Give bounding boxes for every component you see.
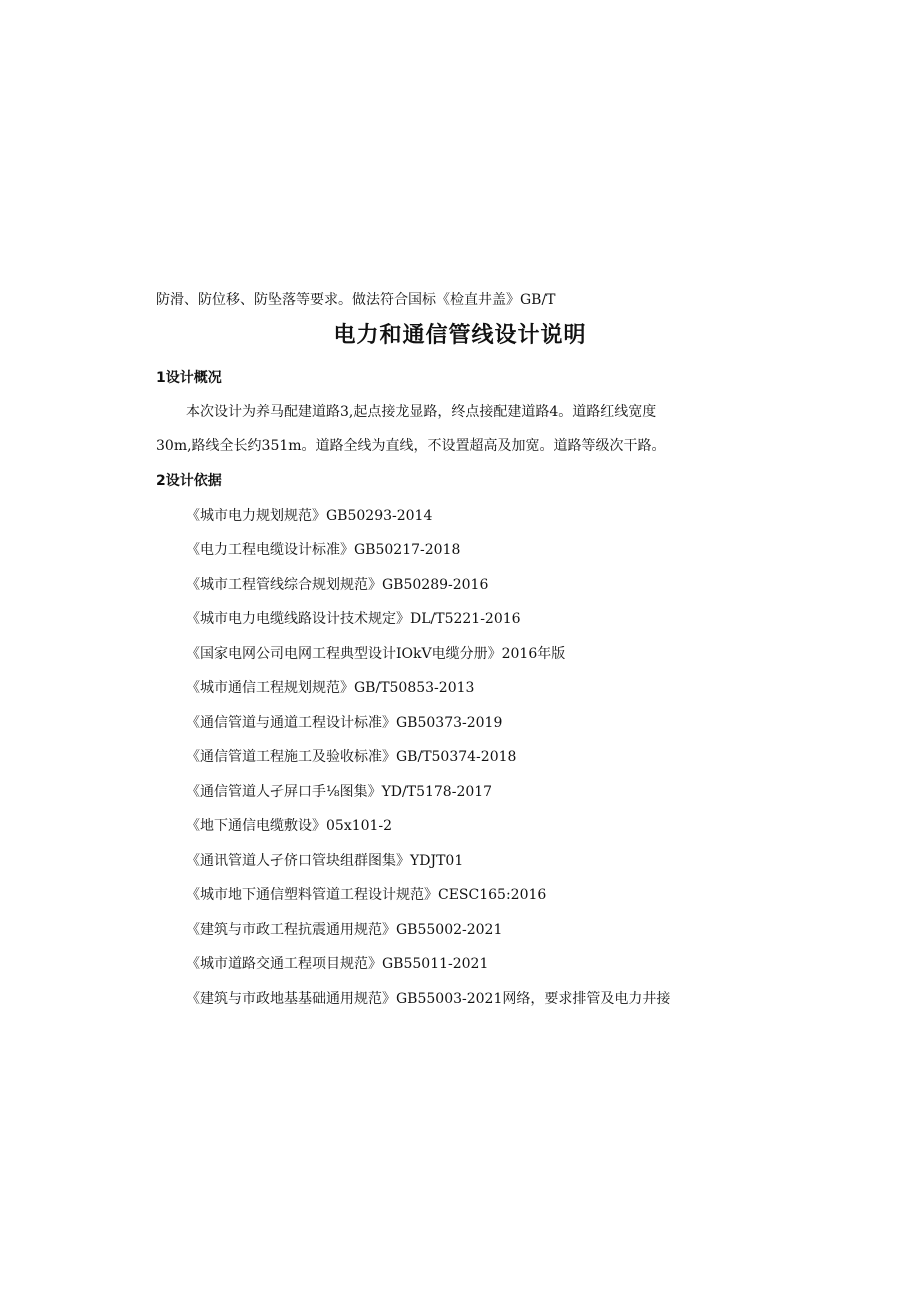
reference-item: 《城市电力电缆线路设计技术规定》DL/T5221-2016 — [186, 611, 521, 627]
reference-item: 《通信管道与通道工程设计标准》GB50373-2019 — [186, 715, 503, 731]
reference-item: 《建筑与市政地基基础通用规范》GB55003-2021网络，要求排管及电力井接 — [186, 991, 671, 1007]
reference-item: 《通信管道人孑屏口手⅛图集》YD/T5178-2017 — [186, 784, 493, 800]
document-title: 电力和通信管线设计说明 — [333, 323, 587, 348]
reference-item: 《城市道路交通工程项目规范》GB55011-2021 — [186, 956, 489, 972]
reference-item: 《城市工程管线综合规划规范》GB50289-2016 — [186, 577, 489, 593]
reference-item: 《通讯管道人孑侪口管块组群图集》YDJT01 — [186, 853, 464, 869]
section-heading-basis: 2设计依据 — [156, 473, 222, 489]
reference-item: 《国家电网公司电网工程典型设计IOkV电缆分册》2016年版 — [186, 646, 566, 662]
reference-item: 《建筑与市政工程抗震通用规范》GB55002-2021 — [186, 922, 503, 938]
section-heading-overview: 1设计概况 — [156, 370, 222, 386]
reference-item: 《城市通信工程规划规范》GB/T50853-2013 — [186, 680, 475, 696]
reference-item: 《城市地下通信塑料管道工程设计规范》CESC165:2016 — [186, 887, 547, 903]
overview-paragraph-line-2: 30m,路线全长约351m。道路全线为直线，不设置超高及加宽。道路等级次干路。 — [156, 438, 666, 454]
reference-item: 《地下通信电缆敷设》05x101-2 — [186, 818, 393, 834]
overview-paragraph-line-1: 本次设计为养马配建道路3,起点接龙显路，终点接配建道路4。道路红线宽度 — [186, 404, 657, 420]
top-text-fragment: 防滑、防位移、防坠落等要求。做法符合国标《检直井盖》GB/T — [156, 292, 556, 308]
reference-item: 《电力工程电缆设计标准》GB50217-2018 — [186, 542, 461, 558]
reference-item: 《城市电力规划规范》GB50293-2014 — [186, 508, 433, 524]
reference-item: 《通信管道工程施工及验收标准》GB/T50374-2018 — [186, 749, 517, 765]
